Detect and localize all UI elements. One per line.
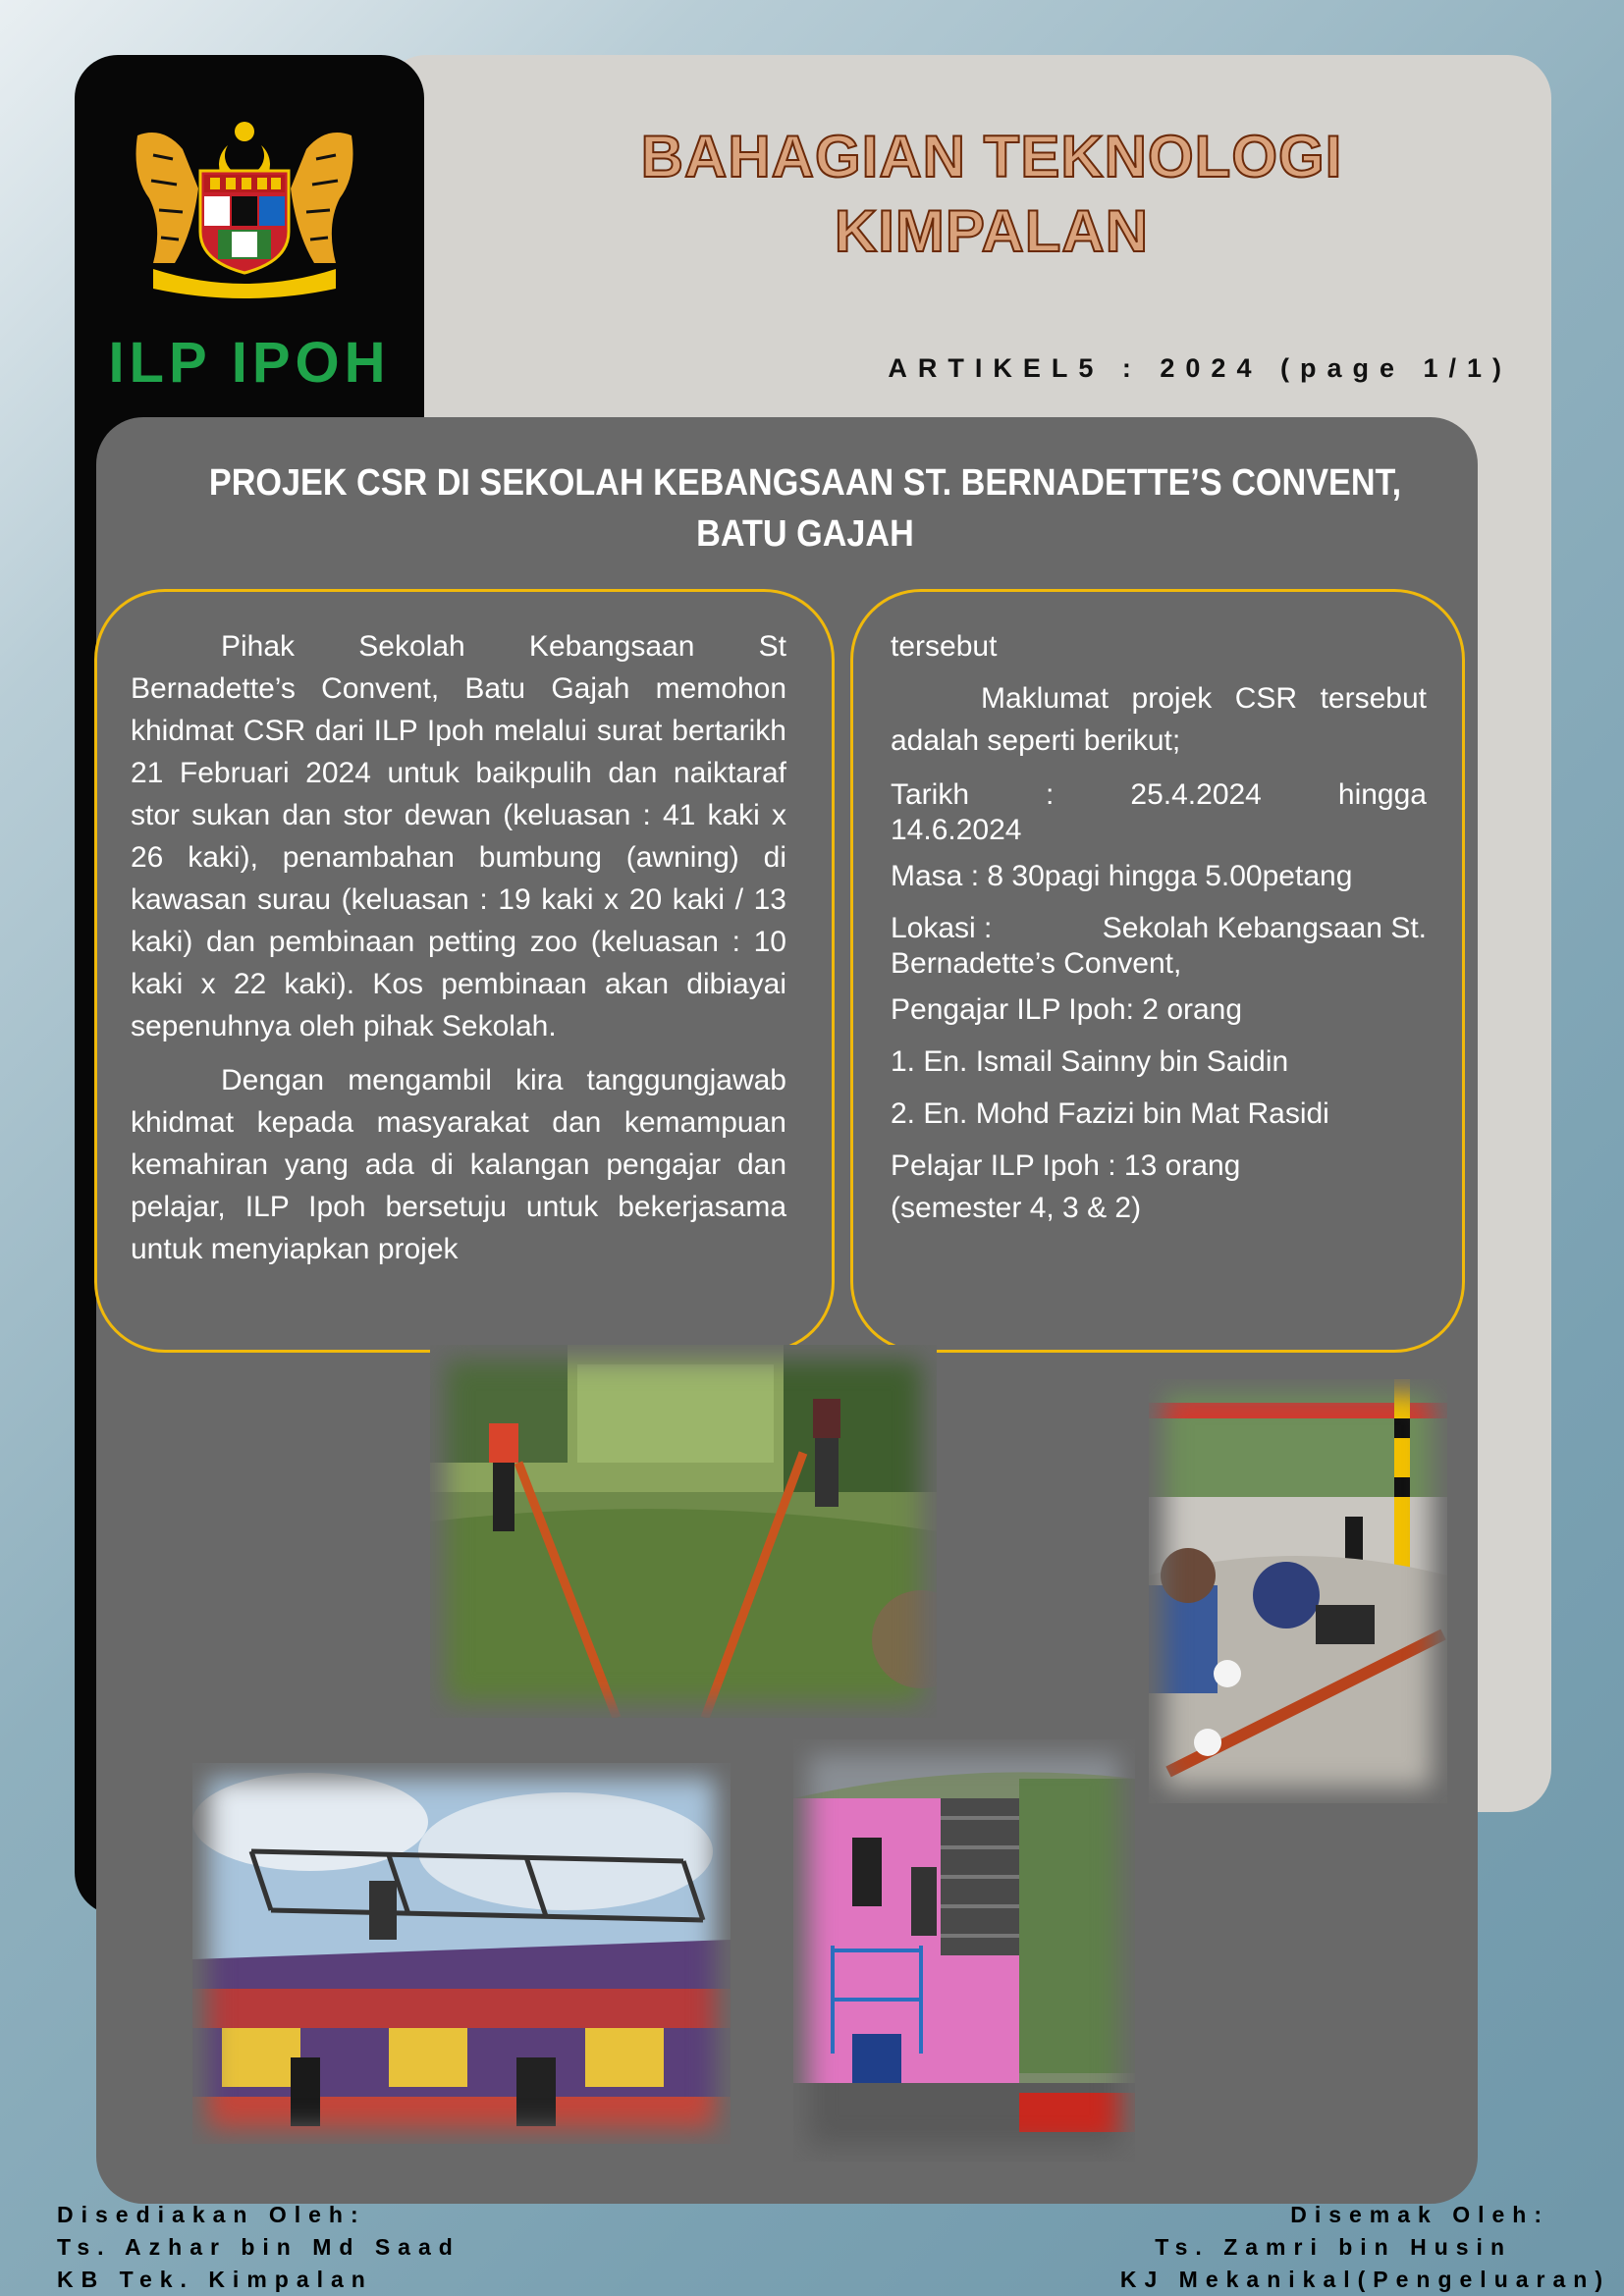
headline-line-2: BATU GAJAH — [696, 513, 914, 555]
project-date: Tarikh : 25.4.2024 hingga 14.6.2024 — [891, 778, 1427, 846]
project-time: Masa : 8 30pagi hingga 5.00petang — [891, 860, 1353, 892]
title-line-2: KIMPALAN — [834, 198, 1150, 264]
coat-of-arms-icon — [124, 116, 365, 300]
article-right-column — [850, 589, 1465, 1353]
article-left-column — [94, 589, 835, 1353]
paragraph: Pihak Sekolah Kebangsaan St Bernadette’s Convent, Batu Gajah memohon khidmat CSR dari ILP Ipoh melalui surat bertarikh 21 Februari 2024 untuk baikpulih dan naiktaraf stor sukan dan stor dewan (keluasan : 41 kaki x 26 kaki), penambahan bumbung (awning) di kawasan surau (keluasan : 19 kaki x 20 kaki / 13 kaki) dan pembinaan petting zoo (keluasan : 10 kaki x 22 kaki). Kos pembinaan akan dibiayai sepenuhnya oleh pihak Sekolah. — [131, 630, 786, 1042]
page-title — [550, 120, 1434, 269]
photo-roof-frame — [192, 1763, 731, 2144]
photo-field-work — [430, 1345, 937, 1718]
instructor-item: 2. En. Mohd Fazizi bin Mat Rasidi — [891, 1097, 1329, 1130]
org-name: ILP IPOH — [108, 331, 391, 395]
article-headline — [195, 457, 1415, 560]
checked-role: KJ Mekanikal(Pengeluaran) — [1119, 2267, 1610, 2292]
project-intro: Maklumat projek CSR tersebut adalah seperti berikut; — [891, 682, 1427, 757]
photo-painting-wall — [793, 1739, 1135, 2162]
instructor-item: 1. En. Ismail Sainny bin Saidin — [891, 1045, 1289, 1078]
checked-name: Ts. Zamri bin Husin — [1155, 2234, 1512, 2260]
paragraph: Dengan mengambil kira tanggungjawab khidmat kepada masyarakat dan kemampuan kemahiran yang ada di kalangan pengajar dan pelajar, ILP Ipoh bersetuju untuk bekerjasama untuk menyiapkan projek — [131, 1064, 786, 1265]
instructors-count: Pengajar ILP Ipoh: 2 orang — [891, 993, 1243, 1026]
students-count: Pelajar ILP Ipoh : 13 orang — [891, 1149, 1241, 1182]
headline-line-1: PROJEK CSR DI SEKOLAH KEBANGSAAN ST. BERNADETTE’S CONVENT, — [208, 462, 1402, 504]
checked-label: Disemak Oleh: — [1290, 2202, 1549, 2227]
prepared-role: KB Tek. Kimpalan — [57, 2267, 373, 2292]
project-location: Lokasi : Sekolah Kebangsaan St. Bernadette’s Convent, — [891, 912, 1427, 980]
continuation-text: tersebut — [891, 630, 998, 663]
prepared-name: Ts. Azhar bin Md Saad — [57, 2234, 460, 2260]
students-semester: (semester 4, 3 & 2) — [891, 1192, 1142, 1224]
footer-checked-by — [933, 2199, 1610, 2296]
footer-prepared-by — [57, 2199, 764, 2296]
title-line-1: BAHAGIAN TEKNOLOGI — [640, 124, 1343, 189]
photo-cutting-steel — [1149, 1379, 1447, 1803]
prepared-label: Disediakan Oleh: — [57, 2202, 366, 2227]
article-number: ARTIKEL5 : 2024 (page 1/1) — [888, 353, 1512, 383]
